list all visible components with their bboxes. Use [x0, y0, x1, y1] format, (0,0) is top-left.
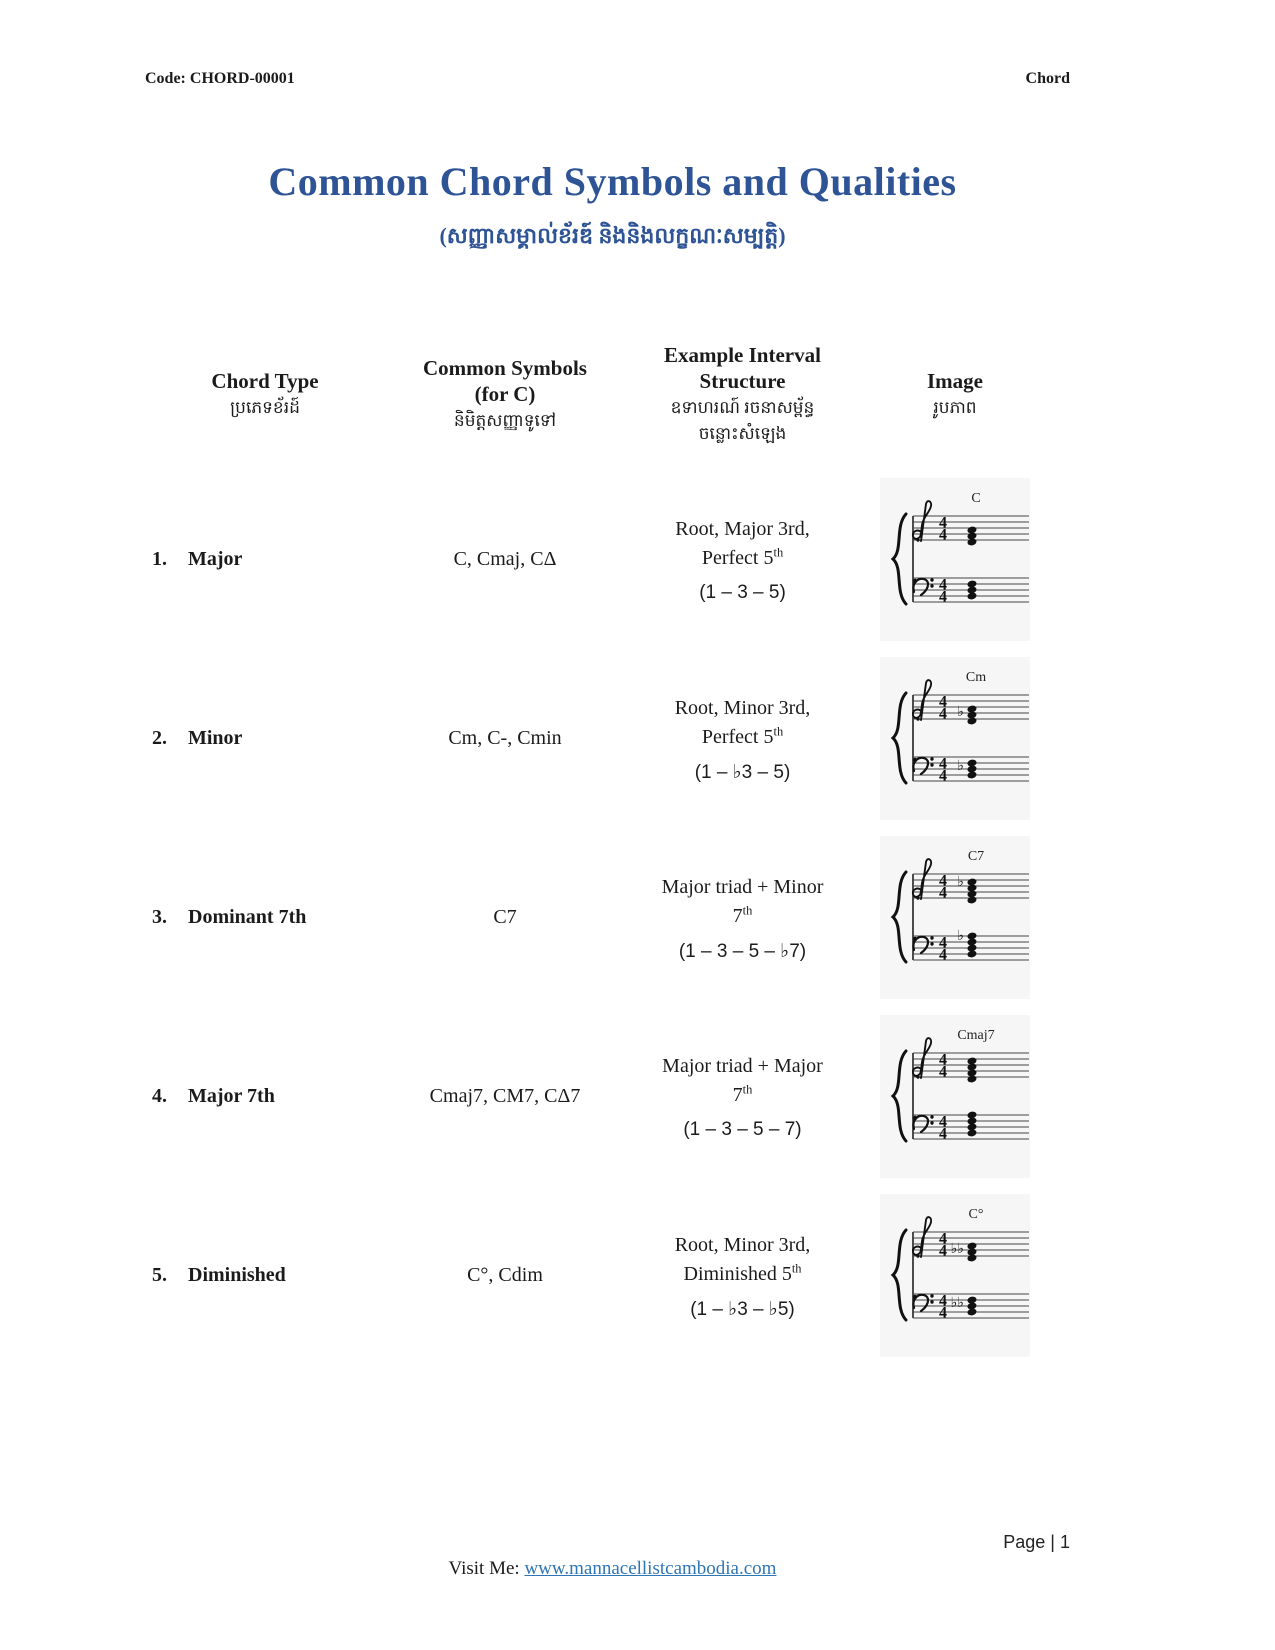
chord-symbols-text: C7 [493, 906, 517, 928]
flat-accidental: ♭ [957, 874, 964, 890]
interval-line1: Major triad + Major [662, 1055, 823, 1077]
interval-line1: Root, Major 3rd, [675, 518, 810, 540]
chord-image-cell [855, 649, 1055, 828]
chord-table [150, 318, 1055, 1365]
visit-me-label: Visit Me: [448, 1558, 525, 1579]
interval-structure [630, 470, 855, 649]
time-signature: 4 [939, 1125, 947, 1143]
chord-image-cell [855, 1186, 1055, 1365]
interval-line1: Root, Minor 3rd, [674, 1233, 811, 1256]
interval-line2: 7th [732, 902, 753, 927]
time-signature: 4 [939, 1242, 947, 1260]
time-signature: 4 [939, 946, 947, 964]
chord-symbols [380, 1186, 630, 1365]
table-row-chord-name [150, 470, 380, 649]
time-signature: 4 [939, 1051, 947, 1069]
time-signature: 4 [939, 514, 947, 532]
column-header-chord-type [150, 318, 380, 470]
chord-symbols [380, 649, 630, 828]
chord-symbols [380, 470, 630, 649]
time-signature: 4 [939, 884, 947, 902]
interval-line2: Diminished 5th [683, 1260, 802, 1285]
time-signature: 4 [939, 755, 947, 773]
time-signature: 4 [939, 872, 947, 890]
chord-name: Major 7th [188, 1085, 275, 1107]
chord-name: Minor [188, 727, 243, 749]
document-header-right: Chord [1025, 70, 1070, 87]
column-header-image-en: Image [927, 368, 983, 393]
column-header-interval-km-line1: ឧទាហរណ៍ រចនាសម្ព័ន្ធ [670, 398, 815, 418]
time-signature: 4 [939, 576, 947, 594]
row-number: 1. [152, 548, 167, 570]
grand-staff-image [880, 1015, 1030, 1178]
footer-visit-line [150, 1558, 1075, 1580]
row-number: 3. [152, 906, 167, 928]
time-signature: 4 [939, 1113, 947, 1131]
flat-accidental: ♭ [957, 704, 964, 720]
flat-accidental: ♭ [957, 758, 964, 774]
document-code: Code: CHORD-00001 [145, 70, 295, 87]
chord-symbols [380, 828, 630, 1007]
time-signature: 4 [939, 1063, 947, 1081]
flat-accidental: ♭♭ [950, 1241, 964, 1257]
column-header-chord-type-km: ប្រភេទខ័រដ៍ [230, 398, 300, 418]
chord-image-cell [855, 1007, 1055, 1186]
grand-staff-image [880, 478, 1030, 641]
table-row-chord-name [150, 828, 380, 1007]
chord-symbols-text: Cm, C-, Cmin [448, 727, 562, 749]
chord-symbols-text: Cmaj7, CM7, CΔ7 [429, 1085, 581, 1107]
column-header-image-km: រូបភាព [933, 398, 977, 418]
table-row-chord-name [150, 1186, 380, 1365]
column-header-interval-en: Example Interval Structure [664, 342, 821, 394]
interval-structure [630, 1007, 855, 1186]
column-header-symbols [380, 318, 630, 470]
interval-structure [630, 1186, 855, 1365]
svg-text:C°: C° [968, 1207, 984, 1222]
flat-accidental: ♭ [957, 928, 964, 944]
chord-image-cell [855, 470, 1055, 649]
interval-line1: Root, Minor 3rd, [674, 696, 811, 719]
svg-text:Cm: Cm [965, 670, 987, 685]
chord-symbols-text: C°, Cdim [467, 1264, 543, 1286]
column-header-symbols-en: Common Symbols (for C) [423, 355, 587, 407]
table-row-chord-name [150, 649, 380, 828]
time-signature: 4 [939, 934, 947, 952]
time-signature: 4 [939, 1230, 947, 1248]
interval-line1: Major triad + Minor [661, 875, 824, 898]
svg-text:C: C [971, 491, 981, 506]
svg-text:C7: C7 [967, 849, 985, 864]
time-signature: 4 [939, 693, 947, 711]
time-signature: 4 [939, 588, 947, 606]
table-row-chord-name [150, 1007, 380, 1186]
grand-staff-image [880, 1194, 1030, 1357]
page-title: Common Chord Symbols and Qualities [268, 159, 957, 204]
time-signature: 4 [939, 705, 947, 723]
chord-symbols [380, 1007, 630, 1186]
flat-accidental: ♭♭ [950, 1295, 964, 1311]
interval-line2: Perfect 5th [701, 723, 784, 748]
page-number: Page | 1 [1003, 1532, 1070, 1552]
column-header-interval [630, 318, 855, 470]
interval-formula: (1 – 3 – 5 – 7) [683, 1119, 802, 1140]
interval-formula: (1 – ♭3 – 5) [694, 761, 791, 783]
chord-name: Major [188, 548, 243, 570]
column-header-symbols-km: និមិត្តសញ្ញាទូទៅ [453, 411, 557, 431]
column-header-interval-km-line2: ចន្លោះសំឡេង [698, 424, 787, 444]
row-number: 4. [152, 1085, 167, 1107]
column-header-image [855, 318, 1055, 470]
interval-formula: (1 – ♭3 – ♭5) [690, 1298, 795, 1320]
interval-formula: (1 – 3 – 5) [699, 582, 786, 603]
interval-structure [630, 649, 855, 828]
grand-staff-image [880, 836, 1030, 999]
interval-structure [630, 828, 855, 1007]
time-signature: 4 [939, 526, 947, 544]
time-signature: 4 [939, 1304, 947, 1322]
time-signature: 4 [939, 767, 947, 785]
interval-line2: 7th [732, 1082, 753, 1106]
chord-symbols-text: C, Cmaj, CΔ [453, 548, 557, 570]
chord-name: Dominant 7th [188, 906, 307, 928]
interval-line2: Perfect 5th [701, 545, 784, 569]
interval-formula: (1 – 3 – 5 – ♭7) [678, 940, 807, 962]
row-number: 2. [152, 727, 167, 749]
chord-name: Diminished [188, 1264, 286, 1286]
column-header-chord-type-en: Chord Type [211, 368, 319, 393]
page-subtitle-khmer: (សញ្ញាសម្គាល់ខ័រឌ៍ និងនិងលក្ខណៈសម្បត្តិ) [439, 223, 786, 248]
chord-image-cell [855, 828, 1055, 1007]
time-signature: 4 [939, 1292, 947, 1310]
row-number: 5. [152, 1264, 167, 1286]
svg-text:Cmaj7: Cmaj7 [957, 1028, 995, 1043]
grand-staff-image [880, 657, 1030, 820]
website-link[interactable]: www.mannacellistcambodia.com [524, 1558, 777, 1579]
